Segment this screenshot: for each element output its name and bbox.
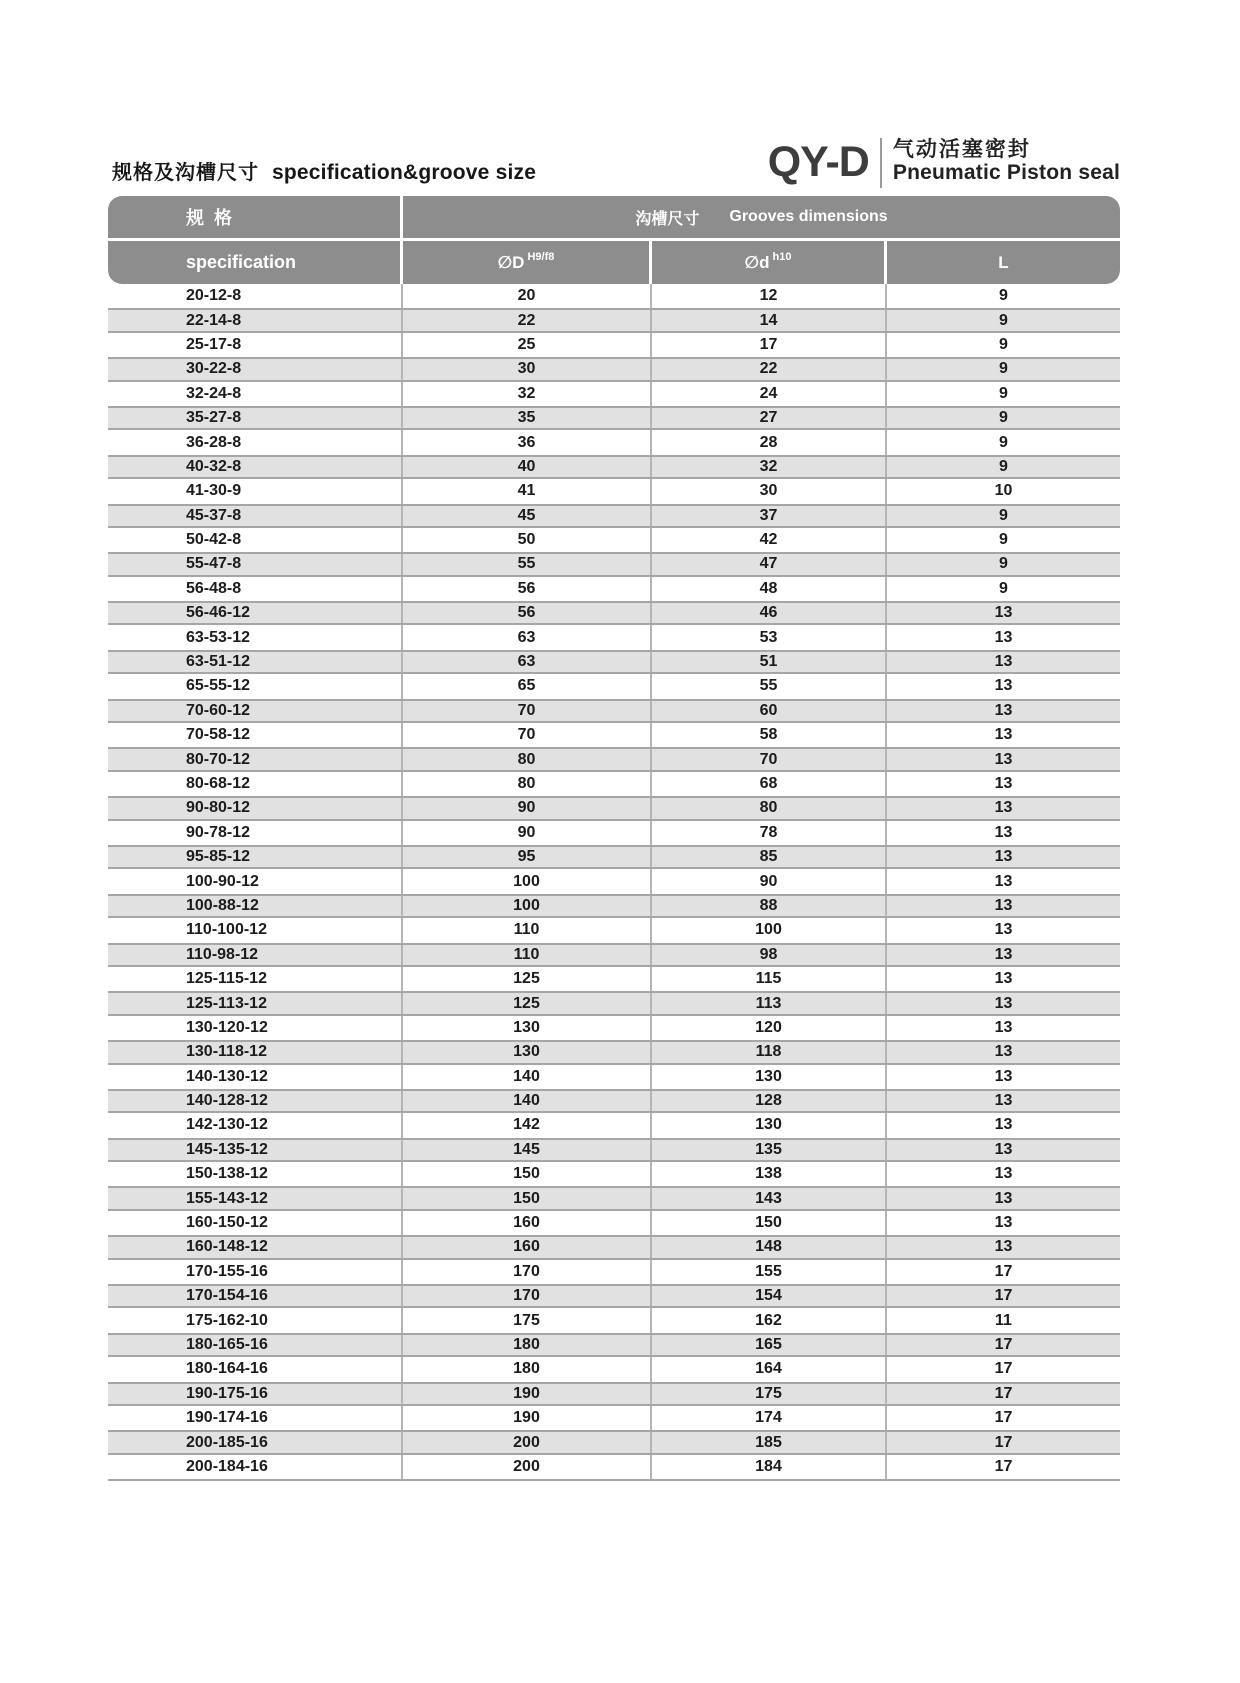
- diameter-d-cell: 51: [652, 652, 887, 672]
- spec-cell: 125-113-12: [108, 993, 403, 1013]
- table-row: [108, 1138, 1120, 1162]
- spec-cell: 150-138-12: [108, 1162, 403, 1186]
- table-row: [108, 406, 1120, 430]
- table-row: [108, 1162, 1120, 1186]
- L-cell: 9: [999, 335, 1008, 353]
- diameter-d-cell: 53: [652, 625, 887, 649]
- diameter-d-cell: 118: [652, 1042, 887, 1062]
- diameter-D-cell: 56: [403, 603, 652, 623]
- L-cell: 17: [994, 1457, 1013, 1475]
- diameter-D-cell: 30: [403, 359, 652, 379]
- L-cell: 13: [994, 1067, 1013, 1085]
- table-row: [108, 918, 1120, 942]
- spec-cell: 180-165-16: [108, 1335, 403, 1355]
- table-row: [108, 1089, 1120, 1113]
- table-row: [108, 1211, 1120, 1235]
- diameter-d-cell: 85: [652, 847, 887, 867]
- table-row: [108, 504, 1120, 528]
- table-body: [108, 284, 1120, 1481]
- spec-cell: 25-17-8: [108, 333, 403, 357]
- L-cell: 11: [995, 1311, 1012, 1329]
- diameter-D-cell: 40: [403, 457, 652, 477]
- grooves-label-en: Grooves dimensions: [729, 208, 888, 225]
- diameter-D-cell: 100: [403, 896, 652, 916]
- L-cell: 13: [994, 1238, 1013, 1256]
- L-cell: 17: [994, 1287, 1013, 1305]
- table-row: [108, 1406, 1120, 1430]
- L-label: L: [998, 252, 1009, 272]
- diameter-d-cell: 154: [652, 1286, 887, 1306]
- L-cell: 9: [999, 433, 1008, 451]
- diameter-d-label: ∅d: [744, 252, 770, 272]
- section-title: [108, 156, 536, 188]
- diameter-D-cell: 100: [403, 869, 652, 893]
- diameter-d-cell: 98: [652, 945, 887, 965]
- table-row: [108, 1455, 1120, 1479]
- diameter-d-cell: 78: [652, 821, 887, 845]
- L-cell: 9: [999, 287, 1008, 305]
- spec-cell: 160-148-12: [108, 1237, 403, 1257]
- L-cell: 9: [999, 384, 1008, 402]
- diameter-d-cell: 42: [652, 528, 887, 552]
- diameter-d-cell: 68: [652, 772, 887, 796]
- table-row: [108, 455, 1120, 479]
- diameter-d-cell: 12: [652, 284, 887, 308]
- table-row: [108, 382, 1120, 406]
- spec-cell: 90-80-12: [108, 798, 403, 818]
- table-row: [108, 772, 1120, 796]
- L-cell: 13: [994, 701, 1013, 719]
- spec-cell: 63-53-12: [108, 625, 403, 649]
- product-names: [893, 136, 1120, 188]
- diameter-D-cell: 45: [403, 506, 652, 526]
- diameter-d-cell: 138: [652, 1162, 887, 1186]
- table-row: [108, 723, 1120, 747]
- L-cell: 13: [994, 653, 1013, 671]
- table-row: [108, 821, 1120, 845]
- spec-cell: 95-85-12: [108, 847, 403, 867]
- spec-cell: 180-164-16: [108, 1357, 403, 1381]
- spec-cell: 200-184-16: [108, 1455, 403, 1479]
- spec-cell: 45-37-8: [108, 506, 403, 526]
- L-cell: 17: [994, 1433, 1013, 1451]
- diameter-D-cell: 50: [403, 528, 652, 552]
- L-cell: 9: [999, 579, 1008, 597]
- diameter-D-cell: 70: [403, 723, 652, 747]
- table-row: [108, 333, 1120, 357]
- spec-cell: 50-42-8: [108, 528, 403, 552]
- table-row: [108, 991, 1120, 1015]
- L-cell: 17: [994, 1409, 1013, 1427]
- column-header-diameter-D: [403, 241, 652, 284]
- L-cell: 13: [994, 799, 1013, 817]
- table-row: [108, 796, 1120, 820]
- spec-cell: 145-135-12: [108, 1140, 403, 1160]
- diameter-D-cell: 20: [403, 284, 652, 308]
- diameter-D-cell: 36: [403, 430, 652, 454]
- diameter-d-cell: 60: [652, 701, 887, 721]
- spec-cell: 160-150-12: [108, 1211, 403, 1235]
- table-header-row-columns: [108, 241, 1120, 284]
- L-cell: 13: [994, 994, 1013, 1012]
- table-row: [108, 1357, 1120, 1381]
- table-row: [108, 894, 1120, 918]
- diameter-d-cell: 128: [652, 1091, 887, 1111]
- diameter-D-cell: 35: [403, 408, 652, 428]
- column-header-specification: [108, 241, 403, 284]
- spec-cell: 125-115-12: [108, 967, 403, 991]
- diameter-d-cell: 162: [652, 1308, 887, 1332]
- diameter-D-cell: 180: [403, 1357, 652, 1381]
- table-row: [108, 650, 1120, 674]
- spec-cell: 175-162-10: [108, 1308, 403, 1332]
- table-row: [108, 1113, 1120, 1137]
- catalog-page: [108, 132, 1120, 1481]
- diameter-D-cell: 200: [403, 1432, 652, 1452]
- L-cell: 17: [994, 1384, 1013, 1402]
- spec-cell: 55-47-8: [108, 554, 403, 574]
- table-row: [108, 357, 1120, 381]
- L-cell: 13: [994, 1043, 1013, 1061]
- spec-cell: 90-78-12: [108, 821, 403, 845]
- L-cell: 13: [994, 848, 1013, 866]
- L-cell: 13: [994, 872, 1013, 890]
- spec-cell: 70-58-12: [108, 723, 403, 747]
- table-row: [108, 1186, 1120, 1210]
- L-cell: 13: [994, 1116, 1013, 1134]
- spec-cell: 110-100-12: [108, 918, 403, 942]
- diameter-D-cell: 110: [403, 918, 652, 942]
- spec-cell: 80-68-12: [108, 772, 403, 796]
- product-code: QY-D: [767, 138, 869, 186]
- diameter-D-cell: 25: [403, 333, 652, 357]
- diameter-D-cell: 110: [403, 945, 652, 965]
- column-header-diameter-d: [652, 241, 887, 284]
- spec-cell: 70-60-12: [108, 701, 403, 721]
- section-title-zh: 规格及沟槽尺寸: [112, 162, 259, 184]
- L-cell: 9: [999, 311, 1008, 329]
- diameter-D-cell: 90: [403, 821, 652, 845]
- diameter-d-cell: 80: [652, 798, 887, 818]
- L-cell: 13: [994, 726, 1013, 744]
- diameter-D-label: ∅D: [497, 252, 525, 272]
- spec-cell: 30-22-8: [108, 359, 403, 379]
- diameter-d-cell: 17: [652, 333, 887, 357]
- page-header: [108, 132, 1120, 188]
- spec-cell: 190-174-16: [108, 1406, 403, 1430]
- diameter-D-cell: 150: [403, 1188, 652, 1208]
- spec-cell: 170-155-16: [108, 1260, 403, 1284]
- table-row: [108, 1308, 1120, 1332]
- spec-cell: 56-48-8: [108, 577, 403, 601]
- diameter-d-cell: 184: [652, 1455, 887, 1479]
- diameter-d-cell: 24: [652, 382, 887, 406]
- table-row: [108, 528, 1120, 552]
- diameter-d-cell: 185: [652, 1432, 887, 1452]
- L-cell: 13: [994, 945, 1013, 963]
- diameter-d-cell: 47: [652, 554, 887, 574]
- diameter-d-cell: 70: [652, 749, 887, 769]
- L-cell: 9: [999, 360, 1008, 378]
- L-cell: 9: [999, 555, 1008, 573]
- diameter-D-cell: 145: [403, 1140, 652, 1160]
- diameter-d-cell: 46: [652, 603, 887, 623]
- diameter-d-cell: 130: [652, 1113, 887, 1137]
- L-cell: 13: [994, 921, 1013, 939]
- spec-cell: 190-175-16: [108, 1384, 403, 1404]
- L-cell: 13: [994, 1140, 1013, 1158]
- diameter-D-cell: 70: [403, 701, 652, 721]
- L-cell: 9: [999, 457, 1008, 475]
- table-row: [108, 1040, 1120, 1064]
- spec-cell: 36-28-8: [108, 430, 403, 454]
- table-row: [108, 1065, 1120, 1089]
- diameter-D-cell: 63: [403, 652, 652, 672]
- diameter-d-cell: 164: [652, 1357, 887, 1381]
- diameter-d-cell: 30: [652, 479, 887, 503]
- diameter-d-cell: 22: [652, 359, 887, 379]
- diameter-D-cell: 95: [403, 847, 652, 867]
- section-title-en: specification&groove size: [272, 161, 537, 184]
- diameter-d-cell: 130: [652, 1065, 887, 1089]
- diameter-d-cell: 135: [652, 1140, 887, 1160]
- table-row: [108, 1333, 1120, 1357]
- diameter-D-cell: 22: [403, 310, 652, 330]
- vertical-divider: [880, 138, 882, 188]
- diameter-d-cell: 143: [652, 1188, 887, 1208]
- diameter-d-cell: 27: [652, 408, 887, 428]
- table-header-row-group: [108, 196, 1120, 241]
- spec-cell: 100-90-12: [108, 869, 403, 893]
- spec-cell: 20-12-8: [108, 284, 403, 308]
- diameter-D-cell: 142: [403, 1113, 652, 1137]
- spec-cell: 56-46-12: [108, 603, 403, 623]
- table-row: [108, 845, 1120, 869]
- diameter-d-cell: 120: [652, 1016, 887, 1040]
- diameter-d-cell: 14: [652, 310, 887, 330]
- diameter-D-cell: 90: [403, 798, 652, 818]
- diameter-D-cell: 175: [403, 1308, 652, 1332]
- diameter-d-cell: 155: [652, 1260, 887, 1284]
- L-cell: 9: [999, 409, 1008, 427]
- spec-cell: 41-30-9: [108, 479, 403, 503]
- diameter-D-cell: 55: [403, 554, 652, 574]
- table-row: [108, 625, 1120, 649]
- spec-cell: 130-118-12: [108, 1042, 403, 1062]
- diameter-d-cell: 175: [652, 1384, 887, 1404]
- diameter-d-cell: 100: [652, 918, 887, 942]
- spec-cell: 140-130-12: [108, 1065, 403, 1089]
- diameter-d-cell: 58: [652, 723, 887, 747]
- L-cell: 10: [994, 482, 1013, 500]
- diameter-D-cell: 170: [403, 1286, 652, 1306]
- table-row: [108, 1016, 1120, 1040]
- diameter-D-cell: 150: [403, 1162, 652, 1186]
- product-name-zh: 气动活塞密封: [892, 138, 1031, 162]
- L-cell: 13: [994, 775, 1013, 792]
- L-cell: 13: [994, 970, 1013, 988]
- grooves-label-zh: 沟槽尺寸: [635, 210, 700, 228]
- diameter-D-cell: 63: [403, 625, 652, 649]
- diameter-D-cell: 190: [403, 1406, 652, 1430]
- table-row: [108, 747, 1120, 771]
- specification-label: specification: [186, 252, 297, 272]
- L-cell: 17: [994, 1262, 1013, 1280]
- spec-cell: 80-70-12: [108, 749, 403, 769]
- spec-cell: 35-27-8: [108, 408, 403, 428]
- diameter-d-cell: 37: [652, 506, 887, 526]
- table-row: [108, 1430, 1120, 1454]
- spec-cell: 130-120-12: [108, 1016, 403, 1040]
- diameter-d-cell: 174: [652, 1406, 887, 1430]
- diameter-D-cell: 80: [403, 772, 652, 796]
- table-row: [108, 308, 1120, 332]
- column-header-grooves: [403, 196, 1120, 238]
- spec-cell: 200-185-16: [108, 1432, 403, 1452]
- table-row: [108, 1382, 1120, 1406]
- diameter-D-cell: 65: [403, 674, 652, 698]
- diameter-d-cell: 150: [652, 1211, 887, 1235]
- diameter-d-cell: 115: [652, 967, 887, 991]
- table-row: [108, 601, 1120, 625]
- spec-cell: 63-51-12: [108, 652, 403, 672]
- diameter-D-cell: 140: [403, 1091, 652, 1111]
- L-cell: 13: [994, 1018, 1013, 1036]
- table-row: [108, 1235, 1120, 1259]
- diameter-D-cell: 56: [403, 577, 652, 601]
- table-row: [108, 674, 1120, 698]
- diameter-D-cell: 170: [403, 1260, 652, 1284]
- spec-cell: 170-154-16: [108, 1286, 403, 1306]
- diameter-d-cell: 48: [652, 577, 887, 601]
- table-row: [108, 552, 1120, 576]
- table-row: [108, 479, 1120, 503]
- diameter-D-tolerance: H9/f8: [527, 250, 555, 263]
- column-header-L: [887, 241, 1120, 284]
- table-row: [108, 1284, 1120, 1308]
- L-cell: 13: [994, 628, 1013, 646]
- table-header: [108, 196, 1120, 284]
- L-cell: 13: [994, 896, 1013, 914]
- diameter-d-cell: 165: [652, 1335, 887, 1355]
- spec-cell: 22-14-8: [108, 310, 403, 330]
- diameter-D-cell: 32: [403, 382, 652, 406]
- column-header-spec-zh: [108, 196, 403, 238]
- L-cell: 13: [994, 1214, 1013, 1232]
- table-row: [108, 869, 1120, 893]
- diameter-D-cell: 80: [403, 749, 652, 769]
- diameter-D-cell: 190: [403, 1384, 652, 1404]
- product-name-en: Pneumatic Piston seal: [892, 161, 1120, 184]
- product-header: [768, 136, 1120, 188]
- table-row: [108, 967, 1120, 991]
- table-row: [108, 284, 1120, 308]
- L-cell: 13: [994, 823, 1013, 841]
- diameter-d-cell: 148: [652, 1237, 887, 1257]
- L-cell: 13: [994, 604, 1013, 622]
- diameter-d-cell: 55: [652, 674, 887, 698]
- column-header-spec-zh-label: 规 格: [186, 208, 233, 228]
- L-cell: 13: [994, 677, 1013, 695]
- diameter-d-tolerance: h10: [772, 250, 792, 263]
- diameter-D-cell: 130: [403, 1016, 652, 1040]
- L-cell: 9: [999, 531, 1008, 549]
- spec-cell: 155-143-12: [108, 1188, 403, 1208]
- table-row: [108, 1260, 1120, 1284]
- spec-cell: 65-55-12: [108, 674, 403, 698]
- table-row: [108, 430, 1120, 454]
- diameter-D-cell: 200: [403, 1455, 652, 1479]
- diameter-d-cell: 90: [652, 869, 887, 893]
- L-cell: 13: [994, 1165, 1013, 1183]
- diameter-D-cell: 160: [403, 1237, 652, 1257]
- L-cell: 9: [999, 506, 1008, 524]
- table-row: [108, 577, 1120, 601]
- diameter-d-cell: 88: [652, 896, 887, 916]
- L-cell: 13: [994, 750, 1013, 768]
- spec-cell: 140-128-12: [108, 1091, 403, 1111]
- diameter-D-cell: 125: [403, 993, 652, 1013]
- diameter-d-cell: 28: [652, 430, 887, 454]
- diameter-D-cell: 140: [403, 1065, 652, 1089]
- diameter-D-cell: 160: [403, 1211, 652, 1235]
- spec-cell: 110-98-12: [108, 945, 403, 965]
- L-cell: 13: [994, 1092, 1013, 1110]
- diameter-D-cell: 130: [403, 1042, 652, 1062]
- diameter-D-cell: 125: [403, 967, 652, 991]
- L-cell: 13: [994, 1189, 1013, 1207]
- spec-cell: 40-32-8: [108, 457, 403, 477]
- L-cell: 17: [994, 1335, 1013, 1353]
- spec-cell: 100-88-12: [108, 896, 403, 916]
- spec-cell: 142-130-12: [108, 1113, 403, 1137]
- diameter-d-cell: 113: [652, 993, 887, 1013]
- L-cell: 17: [994, 1360, 1013, 1378]
- diameter-d-cell: 32: [652, 457, 887, 477]
- table-row: [108, 943, 1120, 967]
- table-row: [108, 699, 1120, 723]
- diameter-D-cell: 180: [403, 1335, 652, 1355]
- diameter-D-cell: 41: [403, 479, 652, 503]
- spec-cell: 32-24-8: [108, 382, 403, 406]
